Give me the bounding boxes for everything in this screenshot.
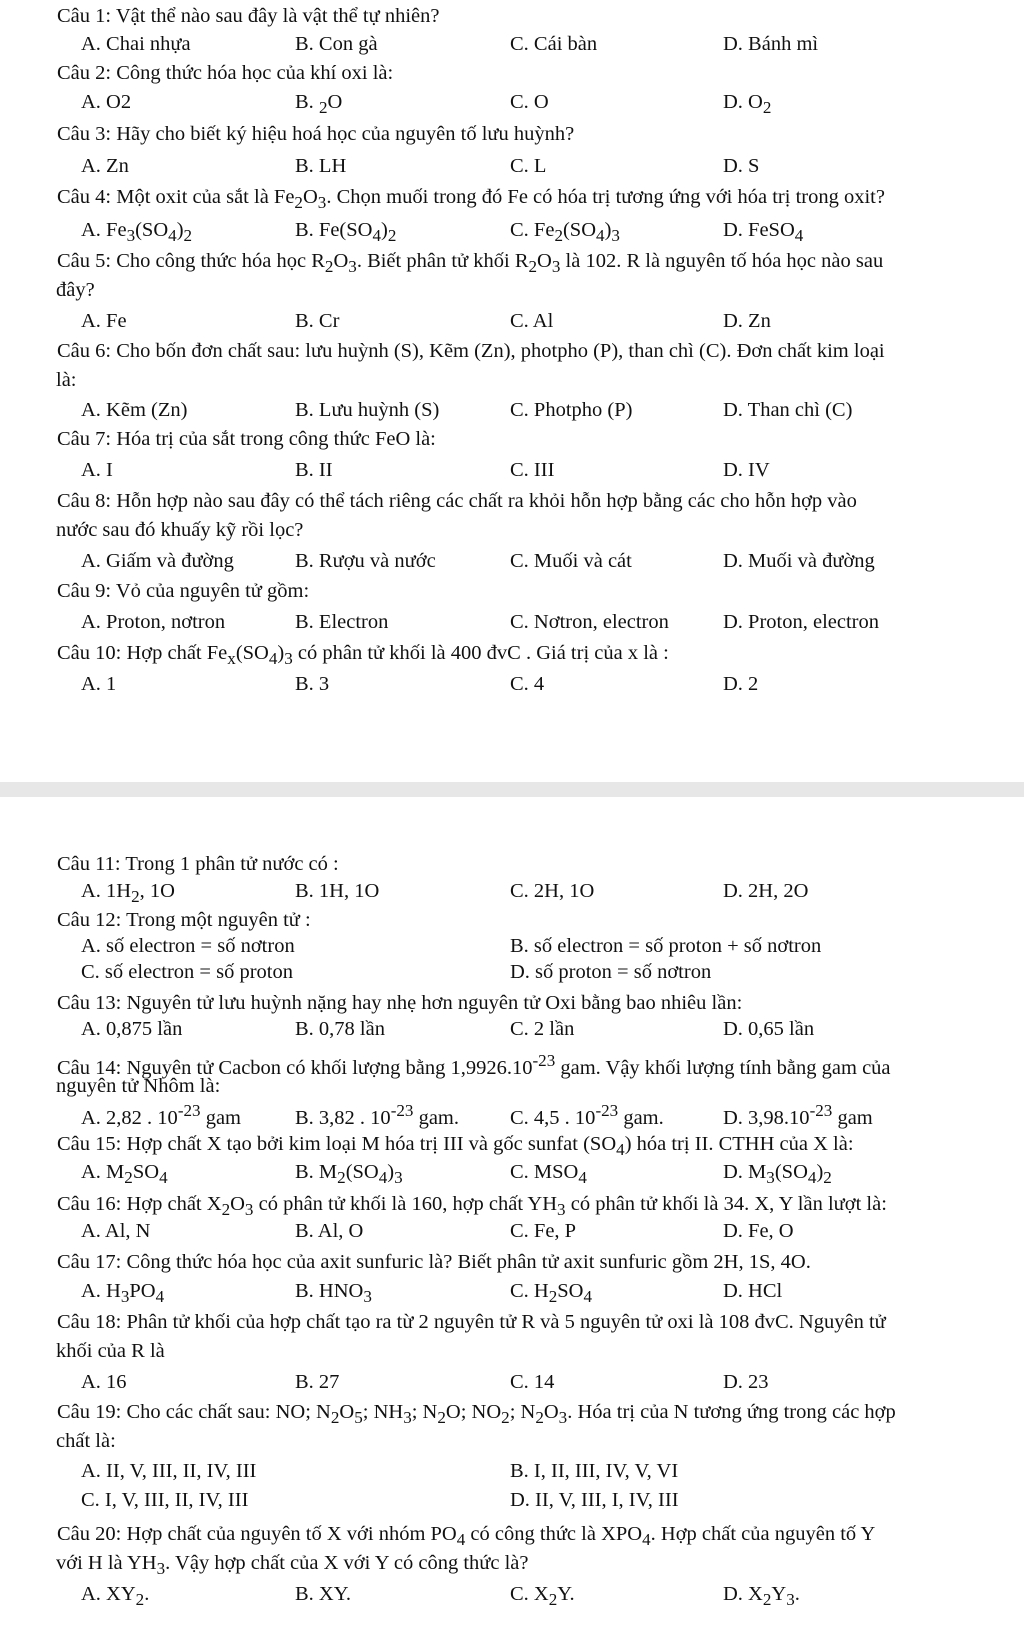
option-a: A. Giấm và đường bbox=[81, 550, 234, 572]
option-d: D. Muối và đường bbox=[723, 550, 875, 572]
question-text-continued: chất là: bbox=[56, 1430, 116, 1452]
question-text: Câu 10: Hợp chất $Fe_x(SO_4)_3$ có phân tử khối là 400 đvC . Giá trị của x là : bbox=[57, 642, 669, 669]
options-row bbox=[0, 1277, 1024, 1305]
options-row bbox=[0, 30, 1024, 58]
option-d: D. Proton, electron bbox=[723, 611, 879, 633]
option-a: A. Fe bbox=[81, 310, 127, 332]
option-a: A. $1H_2$, 1O bbox=[81, 880, 175, 907]
option-b: B. 1H, 1O bbox=[295, 880, 380, 902]
question-4 bbox=[0, 183, 1024, 211]
option-c: C. $MSO_4$ bbox=[510, 1161, 587, 1188]
option-a: A. 16 bbox=[81, 1371, 127, 1393]
page-separator bbox=[0, 782, 1024, 797]
options-row bbox=[0, 1580, 1024, 1608]
option-b: B. $Fe(SO_4)_2$ bbox=[295, 219, 397, 246]
worksheet-page-2 bbox=[0, 797, 1024, 1638]
question-text-continued: nước sau đó khuấy kỹ rồi lọc? bbox=[56, 519, 304, 541]
option-c: C. Fe, P bbox=[510, 1220, 577, 1242]
option-d: D. 2H, 2O bbox=[723, 880, 809, 902]
option-b: B. II bbox=[295, 459, 333, 481]
option-d: D. $M_3(SO_4)_2$ bbox=[723, 1161, 832, 1188]
question-text-continued: là: bbox=[56, 369, 77, 391]
options-row bbox=[0, 456, 1024, 484]
question-19 bbox=[0, 1398, 1024, 1426]
option-c: C. $Fe_2(SO_4)_3$ bbox=[510, 219, 620, 246]
question-2 bbox=[0, 59, 1024, 87]
option-a: A. Chai nhựa bbox=[81, 33, 191, 55]
options-row bbox=[0, 1097, 1024, 1129]
option-d: D. Zn bbox=[723, 310, 771, 332]
question-16 bbox=[0, 1190, 1024, 1218]
option-c: C. L bbox=[510, 155, 547, 177]
option-a: A. số electron = số nơtron bbox=[81, 935, 295, 957]
question-11 bbox=[0, 850, 1024, 878]
option-a: A. Al, N bbox=[81, 1220, 151, 1242]
option-d: D. $O_2$ bbox=[723, 91, 772, 118]
option-d: D. số proton = số nơtron bbox=[510, 961, 712, 983]
question-14-continued bbox=[0, 1072, 1024, 1100]
option-b: B. Al, O bbox=[295, 1220, 364, 1242]
option-a: A. 1 bbox=[81, 673, 117, 695]
question-9 bbox=[0, 577, 1024, 605]
option-c: C. Cái bàn bbox=[510, 33, 598, 55]
option-c: C. III bbox=[510, 459, 555, 481]
question-text-continued: đây? bbox=[56, 279, 95, 301]
question-8 bbox=[0, 487, 1024, 515]
question-19-continued bbox=[0, 1427, 1024, 1455]
question-3 bbox=[0, 120, 1024, 148]
option-d: D. $X_2Y_3$. bbox=[723, 1583, 800, 1610]
option-a: A. $XY_2$. bbox=[81, 1583, 150, 1610]
question-1 bbox=[0, 2, 1024, 30]
option-b: B. Electron bbox=[295, 611, 389, 633]
option-c: C. Photpho (P) bbox=[510, 399, 633, 421]
question-text-continued: khối của R là bbox=[56, 1340, 165, 1362]
question-text-continued: nguyên tử Nhôm là: bbox=[56, 1075, 221, 1097]
option-a: A. 2,82 . $10^{-23}$ gam bbox=[81, 1101, 241, 1129]
question-text: Câu 12: Trong một nguyên tử : bbox=[57, 909, 311, 931]
option-b: B. LH bbox=[295, 155, 347, 177]
question-text: Câu 11: Trong 1 phân tử nước có : bbox=[57, 853, 339, 875]
question-18-continued bbox=[0, 1337, 1024, 1365]
option-d: D. II, V, III, I, IV, III bbox=[510, 1489, 679, 1511]
question-14 bbox=[0, 1047, 1024, 1079]
option-a: A. Proton, nơtron bbox=[81, 611, 226, 633]
option-c: C. 4 bbox=[510, 673, 545, 695]
question-text: Câu 18: Phân tử khối của hợp chất tạo ra từ 2 nguyên tử R và 5 nguyên tử oxi là 108 đvC. Nguyên tử bbox=[57, 1311, 886, 1333]
option-c: C. Al bbox=[510, 310, 554, 332]
question-text: Câu 16: Hợp chất $X_2O_3$ có phân tử khối là 160, hợp chất $YH_3$ có phân tử khối là 34. X, Y lần lượt là: bbox=[57, 1193, 887, 1220]
question-text: Câu 1: Vật thể nào sau đây là vật thể tự nhiên? bbox=[57, 5, 440, 27]
options-row bbox=[0, 932, 1024, 960]
question-text: Câu 15: Hợp chất X tạo bởi kim loại M hóa trị III và gốc sunfat $(SO_4)$ hóa trị II. CTHH của X là: bbox=[57, 1133, 854, 1160]
option-d: D. 23 bbox=[723, 1371, 769, 1393]
option-c: C. $X_2Y$. bbox=[510, 1583, 575, 1610]
question-6-continued bbox=[0, 366, 1024, 394]
question-13 bbox=[0, 989, 1024, 1017]
question-text: Câu 3: Hãy cho biết ký hiệu hoá học của nguyên tố lưu huỳnh? bbox=[57, 123, 575, 145]
option-c: C. 4,5 . $10^{-23}$ gam. bbox=[510, 1101, 664, 1129]
option-c: C. 2H, 1O bbox=[510, 880, 595, 902]
option-a: A. II, V, III, II, IV, III bbox=[81, 1460, 257, 1482]
option-b: B. $HNO_3$ bbox=[295, 1280, 372, 1307]
question-text: Câu 4: Một oxit của sắt là $Fe_2O_3$. Chọn muối trong đó Fe có hóa trị tương ứng với hóa trị trong oxit? bbox=[57, 186, 885, 213]
options-row bbox=[0, 216, 1024, 244]
option-b: B. 3 bbox=[295, 673, 330, 695]
option-d: D. HCl bbox=[723, 1280, 783, 1302]
question-text: Câu 14: Nguyên tử Cacbon có khối lượng bằng $1,9926.10^{-23}$ gam. Vậy khối lượng tính bằng gam của bbox=[57, 1051, 891, 1079]
question-20 bbox=[0, 1520, 1024, 1548]
question-17 bbox=[0, 1248, 1024, 1276]
option-c: C. 14 bbox=[510, 1371, 555, 1393]
option-c: C. $H_2SO_4$ bbox=[510, 1280, 593, 1307]
option-d: D. S bbox=[723, 155, 760, 177]
option-d: D. 2 bbox=[723, 673, 759, 695]
option-a: A. Kẽm (Zn) bbox=[81, 399, 188, 421]
option-d: D. IV bbox=[723, 459, 770, 481]
options-row bbox=[0, 608, 1024, 636]
options-row bbox=[0, 1486, 1024, 1514]
option-b: B. XY. bbox=[295, 1583, 352, 1605]
option-b: B. 0,78 lần bbox=[295, 1018, 385, 1040]
option-b: B. $_2$O bbox=[295, 91, 343, 118]
question-5 bbox=[0, 247, 1024, 275]
option-b: B. Rượu và nước bbox=[295, 550, 436, 572]
option-b: B. 3,82 . $10^{-23}$ gam. bbox=[295, 1101, 459, 1129]
question-text: Câu 2: Công thức hóa học của khí oxi là: bbox=[57, 62, 394, 84]
options-row bbox=[0, 1015, 1024, 1043]
option-c: C. O bbox=[510, 91, 549, 113]
option-d: D. Bánh mì bbox=[723, 33, 819, 55]
option-d: D. FeSO$_4$ bbox=[723, 219, 804, 246]
question-18 bbox=[0, 1308, 1024, 1336]
question-text: Câu 17: Công thức hóa học của axit sunfuric là? Biết phân tử axit sunfuric gồm 2H, 1S, 4O. bbox=[57, 1251, 811, 1273]
option-b: B. Lưu huỳnh (S) bbox=[295, 399, 440, 421]
options-row bbox=[0, 88, 1024, 116]
option-d: D. $3,98.10^{-23}$ gam bbox=[723, 1101, 873, 1129]
question-15 bbox=[0, 1130, 1024, 1158]
question-5-continued bbox=[0, 276, 1024, 304]
option-d: D. Fe, O bbox=[723, 1220, 794, 1242]
option-b: B. số electron = số proton + số nơtron bbox=[510, 935, 822, 957]
option-b: B. I, II, III, IV, V, VI bbox=[510, 1460, 679, 1482]
question-12 bbox=[0, 906, 1024, 934]
question-text: Câu 13: Nguyên tử lưu huỳnh nặng hay nhẹ hơn nguyên tử Oxi bằng bao nhiêu lần: bbox=[57, 992, 743, 1014]
option-a: A. $Fe_3(SO_4)_2$ bbox=[81, 219, 193, 246]
option-c: C. Nơtron, electron bbox=[510, 611, 669, 633]
question-text: Câu 20: Hợp chất của nguyên tố X với nhóm $PO_4$ có công thức là $XPO_4$. Hợp chất của nguyên tố Y bbox=[57, 1523, 876, 1550]
option-a: A. Zn bbox=[81, 155, 129, 177]
question-text: Câu 7: Hóa trị của sắt trong công thức FeO là: bbox=[57, 428, 436, 450]
option-a: A. $M_2SO_4$ bbox=[81, 1161, 168, 1188]
option-a: A. $H_3PO_4$ bbox=[81, 1280, 165, 1307]
options-row bbox=[0, 1158, 1024, 1186]
option-c: C. 2 lần bbox=[510, 1018, 575, 1040]
question-8-continued bbox=[0, 516, 1024, 544]
options-row bbox=[0, 396, 1024, 424]
option-a: A. I bbox=[81, 459, 113, 481]
question-10 bbox=[0, 639, 1024, 667]
question-text: Câu 19: Cho các chất sau: NO; $N_2O_5$; $NH_3$; $N_2O$; $NO_2$; $N_2O_3$. Hóa trị của N tương ứng trong các hợp bbox=[57, 1401, 896, 1428]
question-text-continued: với H là $YH_3$. Vậy hợp chất của X với Y có công thức là? bbox=[56, 1552, 529, 1579]
options-row bbox=[0, 547, 1024, 575]
question-text: Câu 8: Hỗn hợp nào sau đây có thể tách riêng các chất ra khỏi hỗn hợp bằng các cho hỗn hợp vào bbox=[57, 490, 857, 512]
option-a: A. O2 bbox=[81, 91, 132, 113]
question-7 bbox=[0, 425, 1024, 453]
options-row bbox=[0, 1368, 1024, 1396]
option-b: B. 27 bbox=[295, 1371, 340, 1393]
worksheet-page-1 bbox=[0, 0, 1024, 782]
question-20-continued bbox=[0, 1549, 1024, 1577]
question-text: Câu 5: Cho công thức hóa học $R_2O_3$. Biết phân tử khối $R_2O_3$ là 102. R là nguyên tố hóa học nào sau bbox=[57, 250, 884, 277]
options-row bbox=[0, 1217, 1024, 1245]
option-c: C. I, V, III, II, IV, III bbox=[81, 1489, 249, 1511]
options-row bbox=[0, 670, 1024, 698]
question-6 bbox=[0, 337, 1024, 365]
question-text: Câu 6: Cho bốn đơn chất sau: lưu huỳnh (S), Kẽm (Zn), photpho (P), than chì (C). Đơn chất kim loại bbox=[57, 340, 885, 362]
option-b: B. Cr bbox=[295, 310, 340, 332]
option-c: C. Muối và cát bbox=[510, 550, 632, 572]
option-d: D. 0,65 lần bbox=[723, 1018, 815, 1040]
option-c: C. số electron = số proton bbox=[81, 961, 293, 983]
options-row bbox=[0, 1457, 1024, 1485]
options-row bbox=[0, 307, 1024, 335]
option-b: B. $M_2(SO_4)_3$ bbox=[295, 1161, 403, 1188]
option-a: A. 0,875 lần bbox=[81, 1018, 183, 1040]
options-row bbox=[0, 958, 1024, 986]
options-row bbox=[0, 877, 1024, 905]
question-text: Câu 9: Vỏ của nguyên tử gồm: bbox=[57, 580, 310, 602]
option-d: D. Than chì (C) bbox=[723, 399, 853, 421]
options-row bbox=[0, 152, 1024, 180]
option-b: B. Con gà bbox=[295, 33, 378, 55]
